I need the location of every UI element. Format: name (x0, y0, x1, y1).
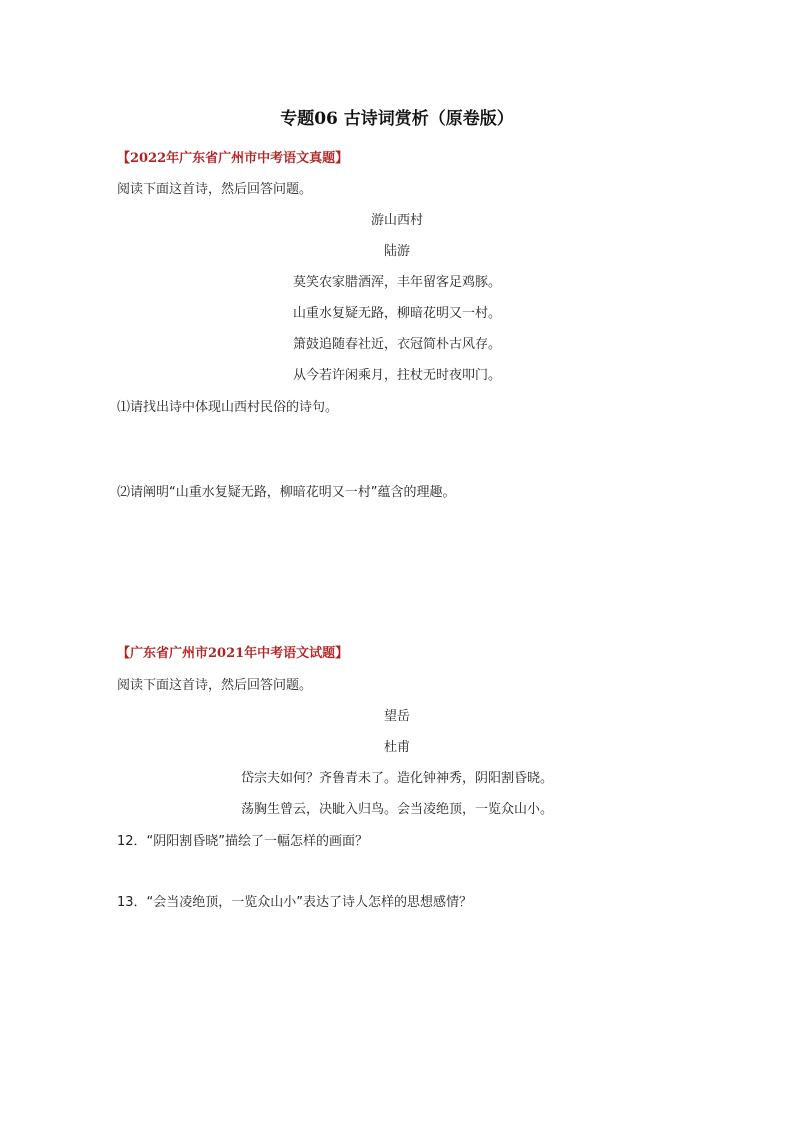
section1-question-1: ⑴请找出诗中体现山西村民俗的诗句。 (117, 400, 339, 415)
section1-poem-line: 箫鼓追随春社近，衣冠简朴古风存。 (292, 337, 501, 352)
section2-source: 【广东省广州市2021年中考语文试题】 (117, 646, 349, 661)
section1-question-2: ⑵请阐明“山重水复疑无路，柳暗花明又一村”蕴含的理趣。 (117, 485, 456, 500)
section1-source: 【2022年广东省广州市中考语文真题】 (117, 151, 349, 166)
page-title: 专题06 古诗词赏析（原卷版） (280, 109, 514, 129)
section1-instruction: 阅读下面这首诗，然后回答问题。 (117, 182, 313, 197)
section2-poem-line: 荡胸生曾云，决眦入归鸟。会当凌绝顶，一览众山小。 (240, 802, 553, 817)
section1-poem-author: 陆游 (383, 244, 410, 259)
section2-poem-line: 岱宗夫如何？齐鲁青未了。造化钟神秀，阴阳割昏晓。 (240, 771, 553, 786)
section2-instruction: 阅读下面这首诗，然后回答问题。 (117, 678, 313, 693)
section1-poem-line: 山重水复疑无路，柳暗花明又一村。 (292, 306, 501, 321)
section1-poem-line: 莫笑农家腊酒浑，丰年留客足鸡豚。 (292, 275, 501, 290)
section2-question-13: 13．“会当凌绝顶，一览众山小”表达了诗人怎样的思想感情？ (117, 895, 473, 910)
section1-poem-title: 游山西村 (370, 213, 423, 228)
section1-poem-line: 从今若许闲乘月，拄杖无时夜叩门。 (292, 368, 501, 383)
section2-poem-author: 杜甫 (383, 740, 410, 755)
section2-poem-title: 望岳 (383, 709, 410, 724)
section2-question-12: 12．“阴阳割昏晓”描绘了一幅怎样的画面？ (117, 834, 369, 849)
